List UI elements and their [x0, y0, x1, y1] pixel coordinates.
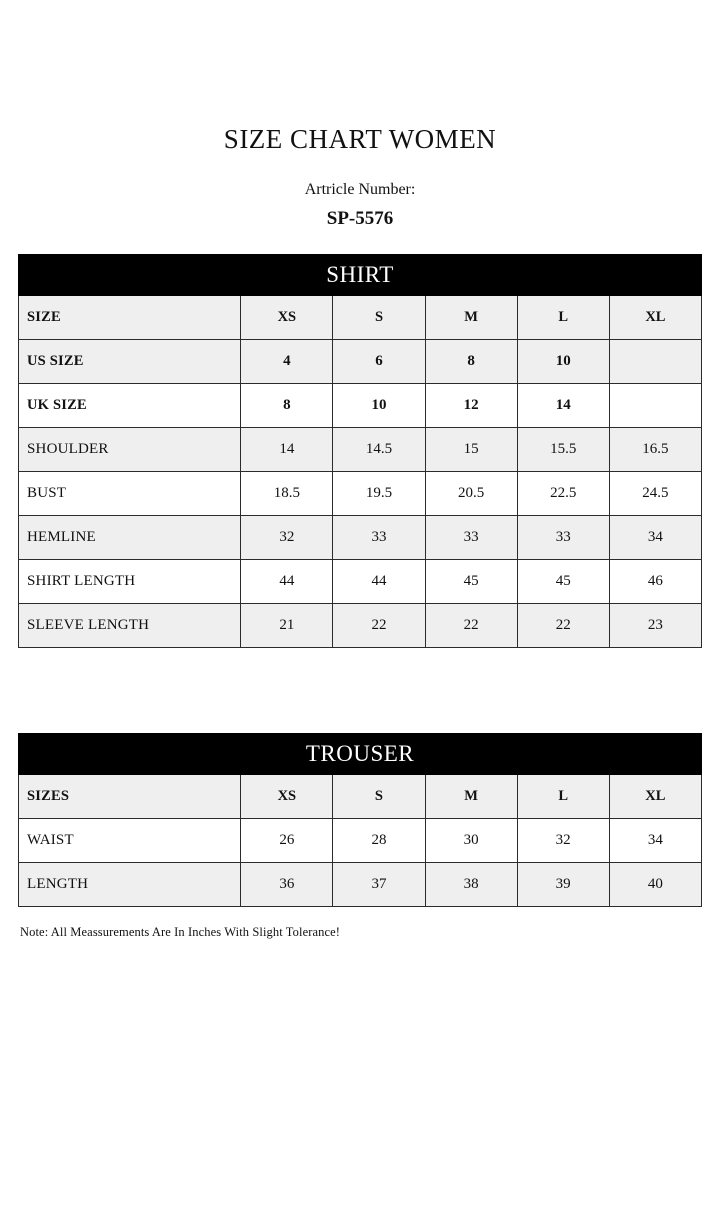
trouser-size-table	[18, 733, 702, 907]
shirt-header-cell: S	[333, 295, 425, 339]
shirt-row-value: 16.5	[609, 427, 701, 471]
shirt-header-row	[19, 295, 702, 339]
shirt-row-value: 44	[333, 559, 425, 603]
shirt-row-value: 23	[609, 603, 701, 647]
shirt-section-title: SHIRT	[19, 254, 702, 295]
table-row	[19, 471, 702, 515]
shirt-row-value: 6	[333, 339, 425, 383]
table-row	[19, 383, 702, 427]
shirt-row-value: 33	[517, 515, 609, 559]
shirt-row-label: SHOULDER	[19, 427, 241, 471]
shirt-row-label: SLEEVE LENGTH	[19, 603, 241, 647]
shirt-header-cell: L	[517, 295, 609, 339]
shirt-row-label: BUST	[19, 471, 241, 515]
shirt-row-value: 46	[609, 559, 701, 603]
shirt-row-value	[609, 339, 701, 383]
shirt-row-value: 8	[425, 339, 517, 383]
shirt-row-value: 22	[333, 603, 425, 647]
shirt-row-value: 18.5	[241, 471, 333, 515]
trouser-row-value: 28	[333, 818, 425, 862]
shirt-row-value: 45	[425, 559, 517, 603]
trouser-row-label: WAIST	[19, 818, 241, 862]
trouser-header-cell: M	[425, 774, 517, 818]
shirt-row-value: 22	[425, 603, 517, 647]
shirt-header-cell: M	[425, 295, 517, 339]
shirt-band-row	[19, 254, 702, 295]
shirt-header-cell: SIZE	[19, 295, 241, 339]
table-row	[19, 603, 702, 647]
shirt-row-value: 33	[425, 515, 517, 559]
shirt-size-table	[18, 254, 702, 648]
trouser-header-cell: XL	[609, 774, 701, 818]
trouser-header-cell: L	[517, 774, 609, 818]
shirt-table-wrapper	[18, 254, 702, 648]
shirt-row-value: 10	[517, 339, 609, 383]
shirt-row-value: 14	[241, 427, 333, 471]
trouser-section-title: TROUSER	[19, 733, 702, 774]
trouser-row-value: 37	[333, 862, 425, 906]
shirt-row-value: 44	[241, 559, 333, 603]
shirt-row-value: 22	[517, 603, 609, 647]
trouser-band-row	[19, 733, 702, 774]
shirt-row-value: 33	[333, 515, 425, 559]
trouser-row-value: 36	[241, 862, 333, 906]
trouser-row-value: 39	[517, 862, 609, 906]
article-number-value: SP-5576	[326, 207, 394, 229]
shirt-row-label: US SIZE	[19, 339, 241, 383]
page-title: SIZE CHART WOMEN	[223, 124, 497, 154]
shirt-row-value: 34	[609, 515, 701, 559]
trouser-row-value: 30	[425, 818, 517, 862]
trouser-row-label: LENGTH	[19, 862, 241, 906]
trouser-row-value: 34	[609, 818, 701, 862]
table-row	[19, 515, 702, 559]
shirt-row-label: HEMLINE	[19, 515, 241, 559]
shirt-row-value: 24.5	[609, 471, 701, 515]
shirt-row-label: SHIRT LENGTH	[19, 559, 241, 603]
shirt-row-value: 14	[517, 383, 609, 427]
trouser-row-value: 26	[241, 818, 333, 862]
size-chart-page	[0, 125, 720, 1206]
table-row	[19, 862, 702, 906]
table-row	[19, 339, 702, 383]
trouser-row-value: 32	[517, 818, 609, 862]
shirt-header-cell: XS	[241, 295, 333, 339]
trouser-header-row	[19, 774, 702, 818]
shirt-row-value: 22.5	[517, 471, 609, 515]
trouser-header-cell: XS	[241, 774, 333, 818]
trouser-row-value: 38	[425, 862, 517, 906]
shirt-row-value: 15.5	[517, 427, 609, 471]
shirt-row-value: 21	[241, 603, 333, 647]
shirt-row-value: 10	[333, 383, 425, 427]
shirt-row-value: 32	[241, 515, 333, 559]
shirt-row-value: 14.5	[333, 427, 425, 471]
trouser-table-wrapper	[18, 733, 702, 907]
shirt-row-value: 19.5	[333, 471, 425, 515]
shirt-row-value: 20.5	[425, 471, 517, 515]
shirt-row-value: 45	[517, 559, 609, 603]
trouser-header-cell: SIZES	[19, 774, 241, 818]
shirt-row-value: 8	[241, 383, 333, 427]
shirt-row-value: 4	[241, 339, 333, 383]
trouser-row-value: 40	[609, 862, 701, 906]
shirt-row-label: UK SIZE	[19, 383, 241, 427]
table-row	[19, 818, 702, 862]
measurement-note: Note: All Meassurements Are In Inches With Slight Tolerance!	[20, 924, 341, 939]
trouser-header-cell: S	[333, 774, 425, 818]
shirt-row-value	[609, 383, 701, 427]
article-number-label: Artricle Number:	[304, 180, 416, 198]
table-row	[19, 427, 702, 471]
shirt-row-value: 15	[425, 427, 517, 471]
shirt-header-cell: XL	[609, 295, 701, 339]
table-row	[19, 559, 702, 603]
shirt-row-value: 12	[425, 383, 517, 427]
